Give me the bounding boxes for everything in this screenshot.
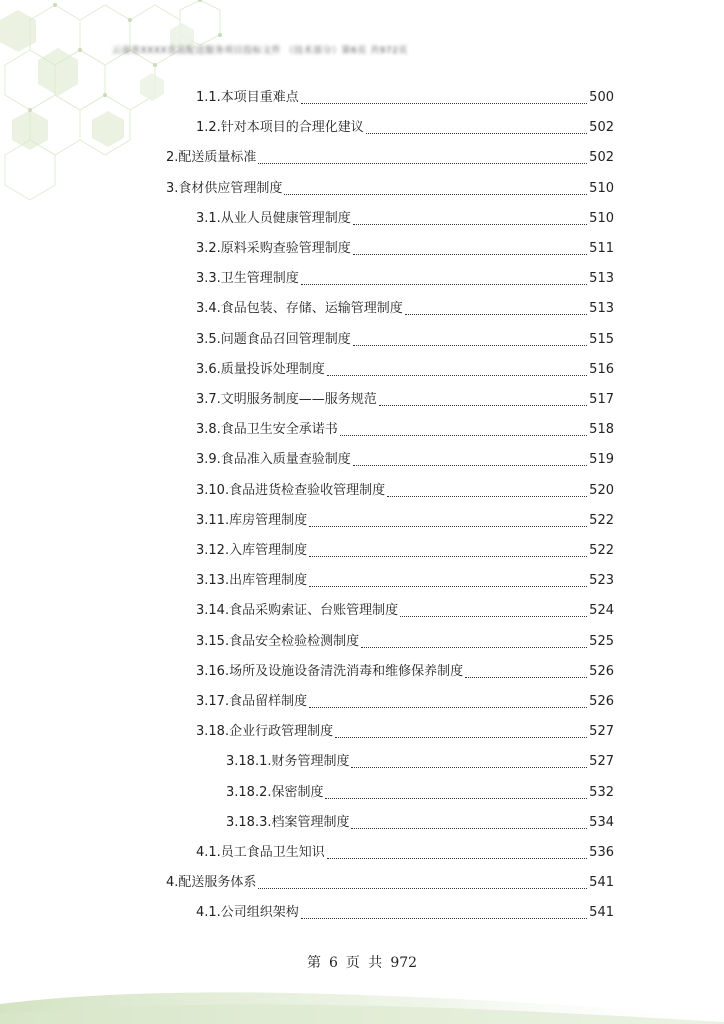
toc-dot-leader xyxy=(258,162,587,164)
toc-entry[interactable] xyxy=(196,299,614,319)
toc-dot-leader xyxy=(340,434,587,436)
toc-entry-page: 541 xyxy=(589,875,614,890)
toc-entry-title: 1.2.针对本项目的合理化建议 xyxy=(196,120,364,135)
toc-entry[interactable] xyxy=(166,148,614,168)
toc-entry[interactable] xyxy=(166,873,614,893)
toc-entry-title: 3.18.企业行政管理制度 xyxy=(196,724,334,739)
toc-entry-title: 3.2.原料采购查验管理制度 xyxy=(196,241,351,256)
toc-dot-leader xyxy=(351,766,587,768)
toc-dot-leader xyxy=(353,464,587,466)
toc-entry-title: 2.配送质量标准 xyxy=(166,150,257,165)
toc-entry[interactable] xyxy=(196,420,614,440)
toc-entry-title: 3.14.食品采购索证、台账管理制度 xyxy=(196,603,399,618)
toc-entry[interactable] xyxy=(196,450,614,470)
bottom-wave-decoration xyxy=(0,964,724,1024)
toc-entry[interactable] xyxy=(196,269,614,289)
toc-dot-leader xyxy=(465,676,587,678)
toc-entry-title: 3.17.食品留样制度 xyxy=(196,694,308,709)
toc-entry-page: 502 xyxy=(589,150,614,165)
toc-dot-leader xyxy=(361,646,587,648)
toc-dot-leader xyxy=(327,857,587,859)
toc-entry[interactable] xyxy=(226,813,614,833)
toc-entry-title: 4.配送服务体系 xyxy=(166,875,257,890)
toc-dot-leader xyxy=(351,827,587,829)
toc-entry-page: 517 xyxy=(589,392,614,407)
toc-dot-leader xyxy=(353,223,587,225)
toc-dot-leader xyxy=(335,736,587,738)
toc-entry-page: 500 xyxy=(589,90,614,105)
toc-entry[interactable] xyxy=(166,179,614,199)
toc-dot-leader xyxy=(309,585,587,587)
toc-entry-title: 3.18.3.档案管理制度 xyxy=(226,815,350,830)
toc-entry[interactable] xyxy=(196,118,614,138)
toc-entry-title: 3.15.食品安全检验检测制度 xyxy=(196,634,360,649)
toc-entry-page: 513 xyxy=(589,271,614,286)
toc-entry-title: 1.1.本项目重难点 xyxy=(196,90,299,105)
toc-entry[interactable] xyxy=(196,209,614,229)
toc-entry-title: 4.1.公司组织架构 xyxy=(196,905,299,920)
toc-entry-title: 3.6.质量投诉处理制度 xyxy=(196,362,325,377)
toc-entry-title: 3.4.食品包装、存储、运输管理制度 xyxy=(196,301,403,316)
toc-entry[interactable] xyxy=(196,88,614,108)
toc-dot-leader xyxy=(301,917,587,919)
toc-entry-page: 519 xyxy=(589,452,614,467)
toc-entry-title: 3.1.从业人员健康管理制度 xyxy=(196,211,351,226)
toc-entry-title: 3.18.1.财务管理制度 xyxy=(226,754,350,769)
toc-entry-title: 3.11.库房管理制度 xyxy=(196,513,308,528)
toc-entry-page: 527 xyxy=(589,724,614,739)
toc-entry[interactable] xyxy=(196,511,614,531)
toc-entry[interactable] xyxy=(196,571,614,591)
toc-dot-leader xyxy=(379,404,587,406)
toc-entry[interactable] xyxy=(196,692,614,712)
footer-prefix: 第 xyxy=(306,955,321,971)
toc-dot-leader xyxy=(400,615,587,617)
toc-entry[interactable] xyxy=(226,752,614,772)
toc-entry-title: 3.16.场所及设施设备清洗消毒和维修保养制度 xyxy=(196,664,464,679)
toc-entry-page: 527 xyxy=(589,754,614,769)
toc-entry-page: 523 xyxy=(589,573,614,588)
toc-entry-title: 3.9.食品准入质量查验制度 xyxy=(196,452,351,467)
toc-entry-title: 3.12.入库管理制度 xyxy=(196,543,308,558)
toc-entry-page: 541 xyxy=(589,905,614,920)
toc-entry-title: 3.13.出库管理制度 xyxy=(196,573,308,588)
toc-entry[interactable] xyxy=(196,330,614,350)
toc-entry-page: 510 xyxy=(589,211,614,226)
toc-entry-page: 515 xyxy=(589,332,614,347)
toc-entry-page: 502 xyxy=(589,120,614,135)
toc-entry-page: 513 xyxy=(589,301,614,316)
toc-entry-title: 4.1.员工食品卫生知识 xyxy=(196,845,325,860)
toc-dot-leader xyxy=(301,102,587,104)
toc-entry-page: 524 xyxy=(589,603,614,618)
toc-entry[interactable] xyxy=(196,481,614,501)
toc-entry[interactable] xyxy=(196,239,614,259)
toc-dot-leader xyxy=(327,374,587,376)
toc-entry[interactable] xyxy=(196,662,614,682)
toc-dot-leader xyxy=(309,706,587,708)
toc-entry-page: 534 xyxy=(589,815,614,830)
toc-entry-page: 518 xyxy=(589,422,614,437)
toc-entry-page: 532 xyxy=(589,785,614,800)
toc-entry[interactable] xyxy=(226,783,614,803)
toc-entry-page: 526 xyxy=(589,694,614,709)
toc-entry[interactable] xyxy=(196,601,614,621)
toc-entry-page: 510 xyxy=(589,181,614,196)
toc-dot-leader xyxy=(301,283,587,285)
toc-dot-leader xyxy=(387,495,587,497)
toc-entry[interactable] xyxy=(196,541,614,561)
page-header: 云南省XXXX食品配送服务项目投标文件 （技术部分）第6页 共972页 xyxy=(112,46,408,56)
toc-entry-title: 3.18.2.保密制度 xyxy=(226,785,324,800)
toc-entry-title: 3.食材供应管理制度 xyxy=(166,181,283,196)
toc-dot-leader xyxy=(366,132,587,134)
footer-total-pages: 972 xyxy=(390,955,418,971)
toc-entry-page: 511 xyxy=(589,241,614,256)
toc-dot-leader xyxy=(353,253,587,255)
toc-dot-leader xyxy=(309,555,587,557)
toc-entry-page: 526 xyxy=(589,664,614,679)
toc-entry[interactable] xyxy=(196,360,614,380)
toc-entry-page: 520 xyxy=(589,483,614,498)
toc-entry-page: 536 xyxy=(589,845,614,860)
toc-entry-title: 3.7.文明服务制度——服务规范 xyxy=(196,392,377,407)
toc-entry-title: 3.10.食品进货检查验收管理制度 xyxy=(196,483,386,498)
toc-dot-leader xyxy=(353,344,587,346)
toc-entry-page: 525 xyxy=(589,634,614,649)
toc-entry-title: 3.8.食品卫生安全承诺书 xyxy=(196,422,338,437)
toc-entry[interactable] xyxy=(196,903,614,923)
toc-entry-title: 3.3.卫生管理制度 xyxy=(196,271,299,286)
toc-entry-page: 522 xyxy=(589,513,614,528)
toc-dot-leader xyxy=(309,525,587,527)
footer-current-page: 6 xyxy=(328,955,338,971)
toc-entry[interactable] xyxy=(196,390,614,410)
toc-entry[interactable] xyxy=(196,632,614,652)
toc-dot-leader xyxy=(284,193,587,195)
toc-entry[interactable] xyxy=(196,722,614,742)
toc-dot-leader xyxy=(405,313,587,315)
toc-entry-page: 516 xyxy=(589,362,614,377)
toc-entry-page: 522 xyxy=(589,543,614,558)
footer-middle: 页 共 xyxy=(345,955,383,971)
toc-entry-title: 3.5.问题食品召回管理制度 xyxy=(196,332,351,347)
toc-dot-leader xyxy=(325,797,587,799)
toc-dot-leader xyxy=(258,887,587,889)
toc-entry[interactable] xyxy=(196,843,614,863)
